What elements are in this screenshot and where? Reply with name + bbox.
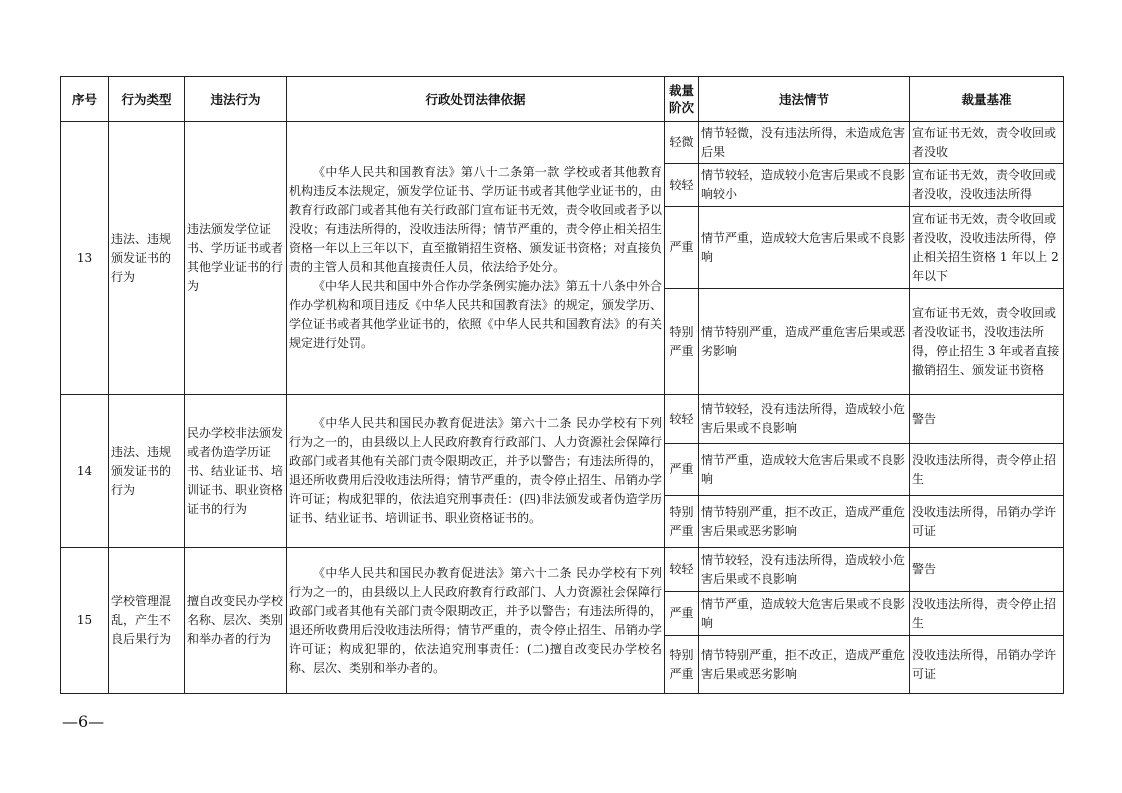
header-act: 违法行为 (185, 77, 287, 122)
page-number: —6— (62, 712, 105, 731)
level-cell: 特别严重 (665, 289, 699, 395)
law-paragraph: 《中华人民共和国中外合作办学条例实施办法》第五十八条中外合作办学机构和项目违反《中华人民共和国教育法》的规定，颁发学历、学位证书或者其他学业证书的，依照《中华人民共和国教育法》的有关规定进行处罚。 (289, 279, 662, 350)
header-row (61, 77, 1064, 122)
standard-cell: 宣布证书无效，责令收回或者没收，没收违法所得，停止相关招生资格 1 年以上 2 年以下 (910, 207, 1064, 289)
header-law: 行政处罚法律依据 (287, 77, 665, 122)
header-circ: 违法情节 (699, 77, 910, 122)
row-no: 13 (61, 122, 109, 395)
level-cell: 严重 (665, 207, 699, 289)
level-cell: 特别严重 (665, 636, 699, 694)
row-no: 15 (61, 548, 109, 694)
table-row (61, 122, 1064, 164)
law-paragraph: 《中华人民共和国民办教育促进法》第六十二条 民办学校有下列行为之一的，由县级以上人民政府教育行政部门、人力资源社会保障行政部门或者其他有关部门责令限期改正，并予以警告；有违法所得的，退还所收费用后没收违法所得；情节严重的，责令停止招生、吊销办学许可证；构成犯罪的，依法追究刑事责任：(四)非法颁发或者伪造学历证书、结业证书、培训证书、职业资格证书的。 (289, 416, 662, 525)
penalty-table (60, 76, 1064, 694)
table-row (61, 395, 1064, 444)
circumstance-cell: 情节较轻，没有违法所得，造成较小危害后果或不良影响 (699, 395, 910, 444)
standard-cell: 宣布证书无效，责令收回或者没收，没收违法所得 (910, 164, 1064, 207)
header-std: 裁量基准 (910, 77, 1064, 122)
circumstance-cell: 情节轻微，没有违法所得，未造成危害后果 (699, 122, 910, 164)
standard-cell: 警告 (910, 548, 1064, 592)
circumstance-cell: 情节较轻，没有违法所得，造成较小危害后果或不良影响 (699, 548, 910, 592)
standard-cell: 没收违法所得，责令停止招生 (910, 444, 1064, 496)
row-law (287, 548, 665, 694)
standard-cell: 宣布证书无效，责令收回或者没收 (910, 122, 1064, 164)
standard-cell: 没收违法所得，吊销办学许可证 (910, 496, 1064, 548)
circumstance-cell: 情节特别严重，拒不改正，造成严重危害后果或恶劣影响 (699, 496, 910, 548)
row-act: 违法颁发学位证书、学历证书或者其他学业证书的行为 (185, 122, 287, 395)
circumstance-cell: 情节较轻，造成较小危害后果或不良影响较小 (699, 164, 910, 207)
circumstance-cell: 情节特别严重，拒不改正，造成严重危害后果或恶劣影响 (699, 636, 910, 694)
standard-cell: 宣布证书无效，责令收回或者没收证书，没收违法所得，停止招生 3 年或者直接撤销招生、颁发证书资格 (910, 289, 1064, 395)
table-row (61, 548, 1064, 592)
standard-cell: 没收违法所得，责令停止招生 (910, 592, 1064, 636)
level-cell: 较轻 (665, 395, 699, 444)
header-level-text: 裁量阶次 (668, 83, 694, 115)
row-type: 学校管理混乱，产生不良后果行为 (109, 548, 185, 694)
level-cell: 轻微 (665, 122, 699, 164)
header-no: 序号 (61, 77, 109, 122)
standard-cell: 警告 (910, 395, 1064, 444)
law-paragraph: 《中华人民共和国教育法》第八十二条第一款 学校或者其他教育机构违反本法规定，颁发学位证书、学历证书或者其他学业证书的，由教育行政部门或者其他有关行政部门宣布证书无效，责令收回或者予以没收；有违法所得的，没收违法所得；情节严重的，责令停止相关招生资格一年以上三年以下，直至撤销招生资格、颁发证书资格；对直接负责的主管人员和其他直接责任人员，依法给予处分。 (289, 165, 662, 274)
level-cell: 特别严重 (665, 496, 699, 548)
level-cell: 较轻 (665, 548, 699, 592)
header-type: 行为类型 (109, 77, 185, 122)
row-act: 民办学校非法颁发或者伪造学历证书、结业证书、培训证书、职业资格证书的行为 (185, 395, 287, 548)
level-cell: 严重 (665, 592, 699, 636)
law-paragraph: 《中华人民共和国民办教育促进法》第六十二条 民办学校有下列行为之一的，由县级以上人民政府教育行政部门、人力资源社会保障行政部门或者其他有关部门责令限期改正，并予以警告；有违法所得的，退还所收费用后没收违法所得；情节严重的，责令停止招生、吊销办学许可证；构成犯罪的，依法追究刑事责任：(二)擅自改变民办学校名称、层次、类别和举办者的。 (289, 565, 662, 675)
circumstance-cell: 情节严重，造成较大危害后果或不良影响 (699, 592, 910, 636)
row-law (287, 122, 665, 395)
circumstance-cell: 情节严重，造成较大危害后果或不良影响 (699, 444, 910, 496)
circumstance-cell: 情节严重，造成较大危害后果或不良影响 (699, 207, 910, 289)
row-type: 违法、违规颁发证书的行为 (109, 395, 185, 548)
row-act: 擅自改变民办学校名称、层次、类别和举办者的行为 (185, 548, 287, 694)
level-cell: 严重 (665, 444, 699, 496)
circumstance-cell: 情节特别严重，造成严重危害后果或恶劣影响 (699, 289, 910, 395)
row-law (287, 395, 665, 548)
level-cell: 较轻 (665, 164, 699, 207)
header-level (665, 77, 699, 122)
row-type: 违法、违规颁发证书的行为 (109, 122, 185, 395)
standard-cell: 没收违法所得，吊销办学许可证 (910, 636, 1064, 694)
row-no: 14 (61, 395, 109, 548)
